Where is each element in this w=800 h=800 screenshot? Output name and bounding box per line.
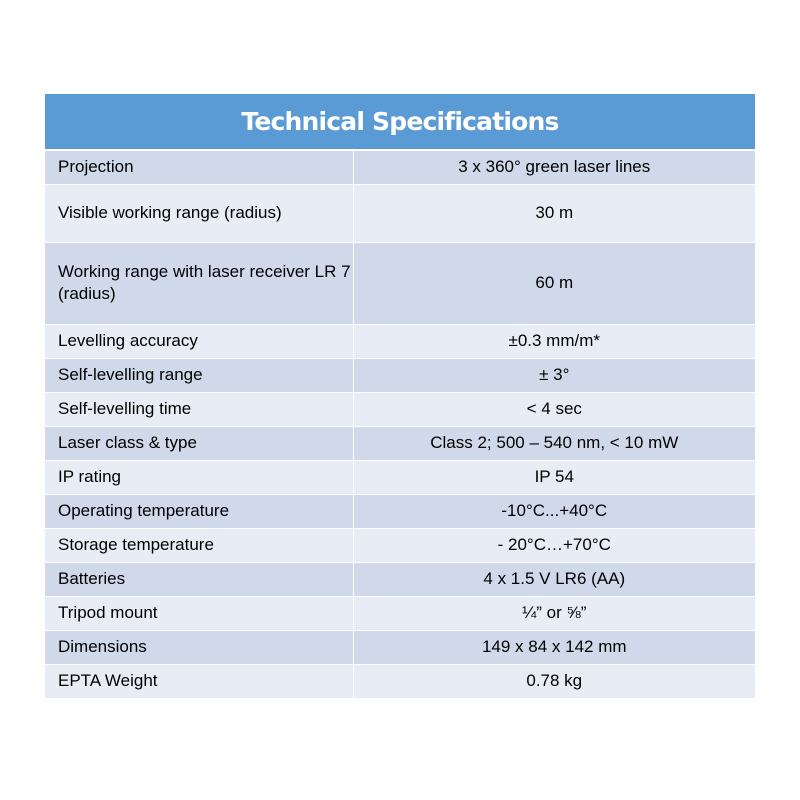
spec-label: Projection — [45, 150, 353, 184]
spec-label: Storage temperature — [45, 528, 353, 562]
spec-row-batteries — [45, 562, 755, 596]
spec-row-visible-range — [45, 184, 755, 242]
spec-value: ¼” or ⅝” — [353, 596, 755, 630]
spec-row-self-levelling-time — [45, 392, 755, 426]
spec-value: < 4 sec — [353, 392, 755, 426]
spec-label: Levelling accuracy — [45, 324, 353, 358]
spec-label: Working range with laser receiver LR 7 (radius) — [45, 242, 353, 324]
spec-label: Operating temperature — [45, 494, 353, 528]
spec-value: ± 3° — [353, 358, 755, 392]
spec-row-storage-temperature — [45, 528, 755, 562]
spec-row-receiver-range — [45, 242, 755, 324]
specifications-table — [45, 94, 755, 699]
spec-label: IP rating — [45, 460, 353, 494]
spec-label: Visible working range (radius) — [45, 184, 353, 242]
spec-value: 149 x 84 x 142 mm — [353, 630, 755, 664]
spec-value: ±0.3 mm/m* — [353, 324, 755, 358]
spec-label: Tripod mount — [45, 596, 353, 630]
spec-row-laser-class — [45, 426, 755, 460]
spec-label: EPTA Weight — [45, 664, 353, 698]
spec-value: 3 x 360° green laser lines — [353, 150, 755, 184]
spec-row-projection — [45, 150, 755, 184]
spec-value: 4 x 1.5 V LR6 (AA) — [353, 562, 755, 596]
spec-row-levelling-accuracy — [45, 324, 755, 358]
spec-row-operating-temperature — [45, 494, 755, 528]
spec-row-tripod-mount — [45, 596, 755, 630]
spec-value: 60 m — [353, 242, 755, 324]
table-title: Technical Specifications — [45, 94, 755, 150]
spec-label: Self-levelling range — [45, 358, 353, 392]
spec-row-self-levelling-range — [45, 358, 755, 392]
spec-row-dimensions — [45, 630, 755, 664]
spec-label: Self-levelling time — [45, 392, 353, 426]
spec-value: - 20°C…+70°C — [353, 528, 755, 562]
spec-value: -10°C...+40°C — [353, 494, 755, 528]
table-header-row — [45, 94, 755, 150]
spec-label: Batteries — [45, 562, 353, 596]
spec-row-weight — [45, 664, 755, 698]
spec-label: Dimensions — [45, 630, 353, 664]
spec-label: Laser class & type — [45, 426, 353, 460]
spec-value: IP 54 — [353, 460, 755, 494]
spec-value: 0.78 kg — [353, 664, 755, 698]
spec-value: Class 2; 500 – 540 nm, < 10 mW — [353, 426, 755, 460]
spec-row-ip-rating — [45, 460, 755, 494]
spec-value: 30 m — [353, 184, 755, 242]
